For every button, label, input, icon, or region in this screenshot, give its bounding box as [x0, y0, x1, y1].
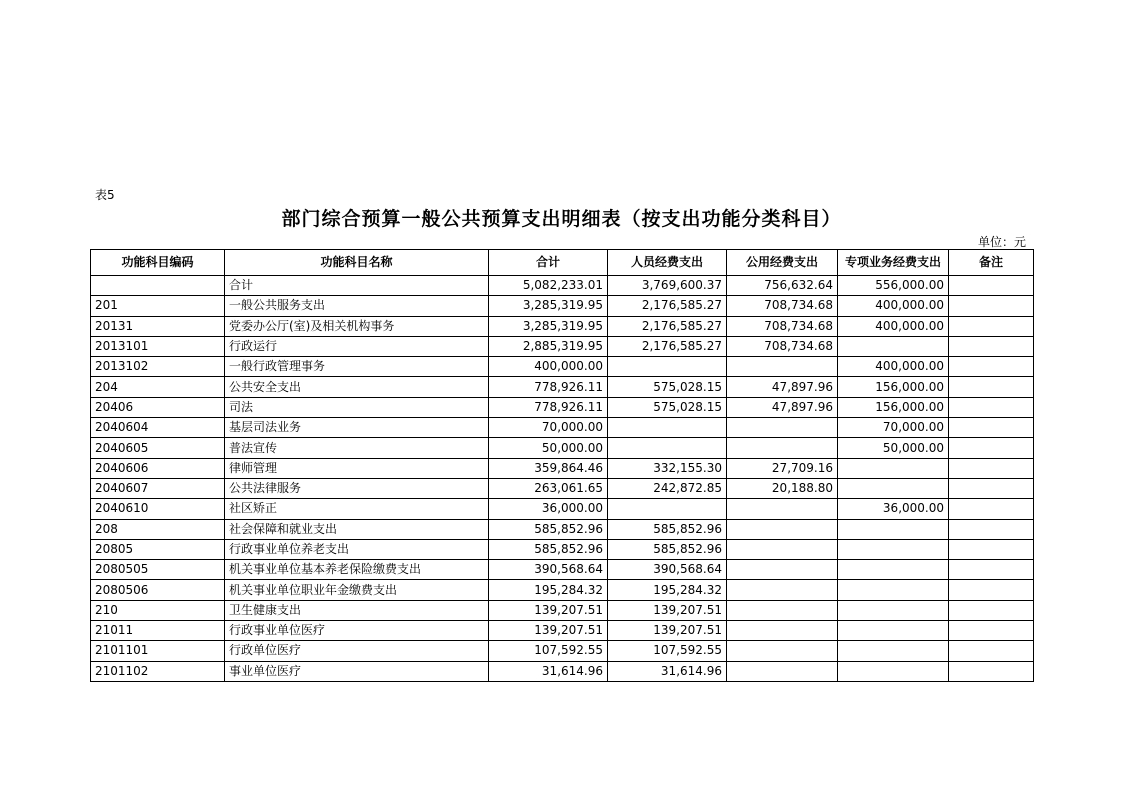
cell-total: 585,852.96: [489, 539, 608, 559]
cell-public: [727, 539, 838, 559]
cell-personnel: 575,028.15: [608, 397, 727, 417]
cell-public: 27,709.16: [727, 458, 838, 478]
cell-note: [949, 458, 1034, 478]
cell-personnel: 195,284.32: [608, 580, 727, 600]
table-row: [91, 478, 1034, 498]
cell-name: 社区矫正: [225, 499, 489, 519]
cell-public: 47,897.96: [727, 397, 838, 417]
cell-public: [727, 519, 838, 539]
cell-personnel: 2,176,585.27: [608, 316, 727, 336]
table-row: [91, 357, 1034, 377]
table-row: [91, 438, 1034, 458]
cell-name: 基层司法业务: [225, 418, 489, 438]
table-row: [91, 519, 1034, 539]
col-header-public: 公用经费支出: [727, 250, 838, 276]
table-row: [91, 641, 1034, 661]
cell-total: 31,614.96: [489, 661, 608, 681]
table-header-row: [91, 250, 1034, 276]
cell-public: [727, 580, 838, 600]
cell-name: 公共法律服务: [225, 478, 489, 498]
table-row: [91, 296, 1034, 316]
col-header-special: 专项业务经费支出: [838, 250, 949, 276]
cell-code: 2013102: [91, 357, 225, 377]
cell-public: 756,632.64: [727, 276, 838, 296]
cell-public: 708,734.68: [727, 336, 838, 356]
cell-code: 2040607: [91, 478, 225, 498]
table-row: [91, 418, 1034, 438]
cell-personnel: 575,028.15: [608, 377, 727, 397]
cell-note: [949, 661, 1034, 681]
cell-special: [838, 641, 949, 661]
cell-personnel: [608, 499, 727, 519]
cell-personnel: 2,176,585.27: [608, 296, 727, 316]
cell-code: 2013101: [91, 336, 225, 356]
cell-code: 2101101: [91, 641, 225, 661]
cell-special: [838, 458, 949, 478]
col-header-note: 备注: [949, 250, 1034, 276]
cell-code: 204: [91, 377, 225, 397]
table-row: [91, 336, 1034, 356]
cell-note: [949, 418, 1034, 438]
cell-code: 20131: [91, 316, 225, 336]
cell-name: 机关事业单位职业年金缴费支出: [225, 580, 489, 600]
cell-name: 司法: [225, 397, 489, 417]
cell-note: [949, 539, 1034, 559]
cell-special: [838, 600, 949, 620]
cell-special: 400,000.00: [838, 296, 949, 316]
cell-code: 201: [91, 296, 225, 316]
cell-name: 一般行政管理事务: [225, 357, 489, 377]
cell-total: 2,885,319.95: [489, 336, 608, 356]
page-title: 部门综合预算一般公共预算支出明细表（按支出功能分类科目）: [281, 208, 842, 230]
cell-code: 2101102: [91, 661, 225, 681]
table-row: [91, 560, 1034, 580]
table-row: [91, 580, 1034, 600]
cell-note: [949, 499, 1034, 519]
cell-name: 行政事业单位医疗: [225, 621, 489, 641]
cell-special: [838, 478, 949, 498]
cell-special: [838, 519, 949, 539]
cell-code: 208: [91, 519, 225, 539]
cell-personnel: 585,852.96: [608, 539, 727, 559]
cell-code: 2080505: [91, 560, 225, 580]
cell-special: 156,000.00: [838, 377, 949, 397]
table-row: [91, 600, 1034, 620]
col-header-personnel: 人员经费支出: [608, 250, 727, 276]
cell-name: 律师管理: [225, 458, 489, 478]
cell-total: 50,000.00: [489, 438, 608, 458]
cell-code: 2080506: [91, 580, 225, 600]
cell-public: [727, 621, 838, 641]
cell-public: 708,734.68: [727, 316, 838, 336]
cell-personnel: [608, 357, 727, 377]
cell-special: 36,000.00: [838, 499, 949, 519]
cell-personnel: 139,207.51: [608, 600, 727, 620]
cell-note: [949, 621, 1034, 641]
cell-code: 2040605: [91, 438, 225, 458]
cell-total: 400,000.00: [489, 357, 608, 377]
cell-name: 社会保障和就业支出: [225, 519, 489, 539]
cell-name: 普法宣传: [225, 438, 489, 458]
table-row: [91, 397, 1034, 417]
cell-special: 556,000.00: [838, 276, 949, 296]
col-header-total: 合计: [489, 250, 608, 276]
cell-special: 156,000.00: [838, 397, 949, 417]
cell-code: 2040604: [91, 418, 225, 438]
cell-total: 390,568.64: [489, 560, 608, 580]
cell-personnel: 2,176,585.27: [608, 336, 727, 356]
cell-personnel: 3,769,600.37: [608, 276, 727, 296]
cell-total: 3,285,319.95: [489, 316, 608, 336]
cell-public: [727, 418, 838, 438]
table-row: [91, 458, 1034, 478]
table-row: [91, 316, 1034, 336]
budget-table: [90, 249, 1034, 682]
cell-code: [91, 276, 225, 296]
cell-total: 5,082,233.01: [489, 276, 608, 296]
cell-personnel: 139,207.51: [608, 621, 727, 641]
table-row: [91, 661, 1034, 681]
cell-total: 3,285,319.95: [489, 296, 608, 316]
cell-code: 2040606: [91, 458, 225, 478]
cell-total: 107,592.55: [489, 641, 608, 661]
cell-note: [949, 296, 1034, 316]
cell-public: [727, 499, 838, 519]
table-row: [91, 276, 1034, 296]
cell-note: [949, 641, 1034, 661]
unit-label: 单位：元: [977, 235, 1026, 249]
cell-personnel: [608, 438, 727, 458]
cell-name: 机关事业单位基本养老保险缴费支出: [225, 560, 489, 580]
cell-name: 一般公共服务支出: [225, 296, 489, 316]
cell-note: [949, 438, 1034, 458]
cell-code: 20805: [91, 539, 225, 559]
cell-name: 合计: [225, 276, 489, 296]
cell-total: 195,284.32: [489, 580, 608, 600]
cell-name: 行政运行: [225, 336, 489, 356]
cell-public: 20,188.80: [727, 478, 838, 498]
cell-name: 行政单位医疗: [225, 641, 489, 661]
table-label: 表5: [95, 188, 115, 202]
col-header-name: 功能科目名称: [225, 250, 489, 276]
cell-public: [727, 560, 838, 580]
cell-total: 36,000.00: [489, 499, 608, 519]
cell-special: [838, 580, 949, 600]
table-row: [91, 539, 1034, 559]
cell-public: [727, 438, 838, 458]
cell-special: [838, 560, 949, 580]
cell-note: [949, 580, 1034, 600]
cell-special: [838, 539, 949, 559]
cell-public: 708,734.68: [727, 296, 838, 316]
cell-personnel: 242,872.85: [608, 478, 727, 498]
cell-personnel: 107,592.55: [608, 641, 727, 661]
cell-public: [727, 600, 838, 620]
cell-code: 210: [91, 600, 225, 620]
cell-personnel: [608, 418, 727, 438]
cell-special: [838, 621, 949, 641]
cell-total: 263,061.65: [489, 478, 608, 498]
table-row: [91, 499, 1034, 519]
cell-public: 47,897.96: [727, 377, 838, 397]
cell-note: [949, 397, 1034, 417]
cell-personnel: 31,614.96: [608, 661, 727, 681]
table-body: [91, 276, 1034, 682]
cell-special: [838, 336, 949, 356]
cell-note: [949, 478, 1034, 498]
cell-special: [838, 661, 949, 681]
cell-note: [949, 560, 1034, 580]
cell-public: [727, 661, 838, 681]
cell-total: 359,864.46: [489, 458, 608, 478]
cell-name: 党委办公厅(室)及相关机构事务: [225, 316, 489, 336]
cell-note: [949, 357, 1034, 377]
table-row: [91, 621, 1034, 641]
cell-special: 70,000.00: [838, 418, 949, 438]
cell-note: [949, 336, 1034, 356]
cell-total: 139,207.51: [489, 621, 608, 641]
cell-note: [949, 377, 1034, 397]
cell-personnel: 585,852.96: [608, 519, 727, 539]
cell-code: 21011: [91, 621, 225, 641]
cell-total: 778,926.11: [489, 397, 608, 417]
cell-name: 公共安全支出: [225, 377, 489, 397]
cell-note: [949, 316, 1034, 336]
cell-note: [949, 600, 1034, 620]
col-header-code: 功能科目编码: [91, 250, 225, 276]
cell-personnel: 332,155.30: [608, 458, 727, 478]
table-row: [91, 377, 1034, 397]
cell-name: 卫生健康支出: [225, 600, 489, 620]
cell-code: 2040610: [91, 499, 225, 519]
cell-total: 70,000.00: [489, 418, 608, 438]
cell-total: 778,926.11: [489, 377, 608, 397]
cell-code: 20406: [91, 397, 225, 417]
cell-special: 400,000.00: [838, 357, 949, 377]
cell-public: [727, 641, 838, 661]
cell-name: 事业单位医疗: [225, 661, 489, 681]
cell-special: 50,000.00: [838, 438, 949, 458]
cell-personnel: 390,568.64: [608, 560, 727, 580]
cell-total: 139,207.51: [489, 600, 608, 620]
cell-note: [949, 276, 1034, 296]
cell-name: 行政事业单位养老支出: [225, 539, 489, 559]
cell-total: 585,852.96: [489, 519, 608, 539]
cell-public: [727, 357, 838, 377]
cell-note: [949, 519, 1034, 539]
cell-special: 400,000.00: [838, 316, 949, 336]
